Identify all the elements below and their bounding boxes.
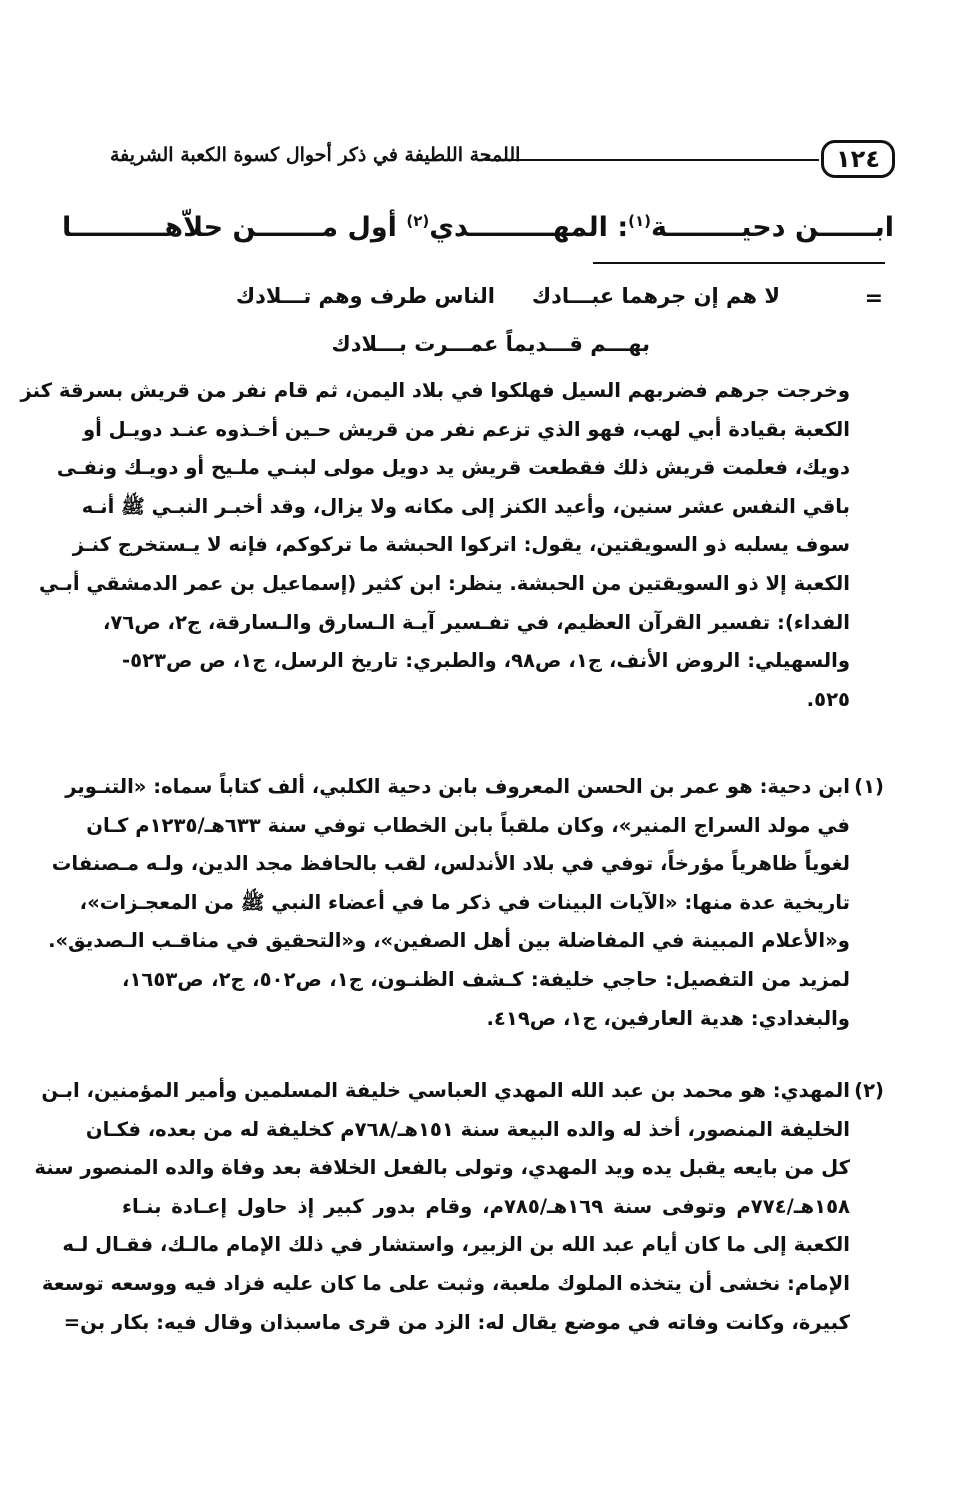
text-line: والسهيلي: الروض الأنف، ج١، ص٩٨، والطبري: تاريخ الرسل، ج١، ص ص٥٢٣- (122, 649, 851, 673)
text-line: الكعبة إلى ما كان أيام عبد الله بن الزبير، واستشار في ذلك الإمام مالـك، فقـال لـه (62, 1233, 850, 1257)
text-line: باقي النفس عشر سنين، وأعيد الكنز إلى مكانه ولا يزال، وقد أخبـر النبـي ﷺ أنـه (81, 494, 850, 518)
text-line: الفداء): تفسير القرآن العظيم، في تفـسير آيـة الـسارق والـسارقة، ج٢، ص٧٦، (102, 610, 850, 634)
footnote-1 (48, 768, 884, 1038)
text-line: الكعبة إلا ذو السويقتين من الحبشة. ينظر: ابن كثير (إسماعيل بن عمر الدمشقي أبـي (39, 571, 850, 595)
text-line: كبيرة، وكانت وفاته في موضع يقال له: الزد من قرى ماسبذان وقال فيه: بكار بن= (63, 1310, 850, 1334)
footnote-separator-rule (593, 262, 885, 264)
text-line: في مولد السراج المنير»، وكان ملقباً بابن الخطاب توفي سنة ٦٣٣هـ/١٢٣٥م كـان (86, 813, 850, 837)
verse-line-2: بهـــم قـــديماً عمـــرت بـــلادك (331, 332, 650, 356)
footnote-2-number: (٢) (854, 1079, 884, 1102)
text-line: الكعبة بقيادة أبي لهب، فهو الذي تزعم نفر من قريش حـين أخـذوه عنـد دويـل أو (82, 417, 850, 441)
section-heading (61, 196, 894, 253)
continuation-footnote-text (20, 372, 851, 719)
continuation-marker: = (864, 286, 883, 311)
page-header (110, 138, 895, 184)
text-line: لمزيد من التفصيل: حاجي خليفة: كـشف الظنـون، ج١، ص٥٠٢، ج٢، ص١٦٥٣، (122, 967, 850, 991)
footnote-ref-1[interactable]: (١) (628, 212, 651, 230)
text-line: ابن دحية: هو عمر بن الحسن المعروف بابن دحية الكلبي، ألف كتاباً سماه: «التنـوير (65, 775, 850, 798)
text-line: المهدي: هو محمد بن عبد الله المهدي العباسي خليفة المسلمين وأمير المؤمنين، ابـن (41, 1079, 850, 1102)
page-number: ١٢٤ (821, 140, 895, 178)
text-line: تاريخية عدة منها: «الآيات البينات في ذكر ما في أعضاء النبي ﷺ من المعجـزات»، (79, 890, 850, 914)
verse-hemistich-2: الناس طرف وهم تـــلادك (235, 284, 495, 308)
footnote-1-body (48, 768, 850, 1038)
text-line: وخرجت جرهم فضربهم السيل فهلكوا في بلاد اليمن، ثم قام نفر من قريش بسرقة كنز (20, 379, 850, 402)
text-line: لغوياً ظاهرياً مؤرخاً، توفي في بلاد الأندلس، لقب بالحافظ مجد الدين، ولـه مـصنفات (51, 852, 850, 876)
running-title: اللمحة اللطيفة في ذكر أحوال كسوة الكعبة الشريفة (110, 144, 521, 166)
text-line: دويك، فعلمت قريش ذلك فقطعت قريش يد دويل مولى لبنـي ملـيح أو دويـك ونفـى (56, 456, 850, 480)
text-line: الخليفة المنصور، أخذ له والده البيعة سنة ١٥١هـ/٧٦٨م كخليفة له من بعده، فكـان (85, 1117, 850, 1141)
text-line: ١٥٨هـ/٧٧٤م وتوفى سنة ١٦٩هـ/٧٨٥م، وقام بدور كبير إذ حاول إعـادة بنـاء (122, 1194, 850, 1218)
footnote-ref-2[interactable]: (٢) (406, 212, 430, 230)
footnote-2-body (34, 1072, 850, 1342)
text-line: سوف يسلبه ذو السويقتين، يقول: اتركوا الحبشة ما تركوكم، فإنه لا يـستخرج كنـز (72, 533, 850, 557)
footnote-2 (34, 1072, 884, 1342)
text-line: كل من بايعه يقبل يده ويد المهدي، وتولى بالفعل الخلافة بعد وفاة والده المنصور سنة (34, 1156, 850, 1180)
text-line: و«الأعلام المبينة في المفاضلة بين أهل الصفين»، و«التحقيق في مناقـب الـصديق». (48, 929, 850, 953)
verse-hemistich-1: لا هم إن جرهما عبـــادك (531, 284, 780, 308)
heading-part-2: : المهـــــــــدي (429, 212, 629, 243)
text-line: الإمام: نخشى أن يتخذه الملوك ملعبة، وثبت على ما كان عليه فزاد فيه ووسعه توسعة (41, 1271, 850, 1295)
heading-part-3: أول مـــــــن حلاّهــــــــــا (61, 212, 407, 243)
text-line: والبغدادي: هدية العارفين، ج١، ص٤١٩. (486, 1006, 850, 1030)
footnote-1-number: (١) (854, 775, 884, 798)
heading-part-1: ابــــــن دحيــــــــة (651, 212, 894, 243)
text-line: ٥٢٥. (806, 687, 850, 711)
header-rule (485, 159, 819, 161)
